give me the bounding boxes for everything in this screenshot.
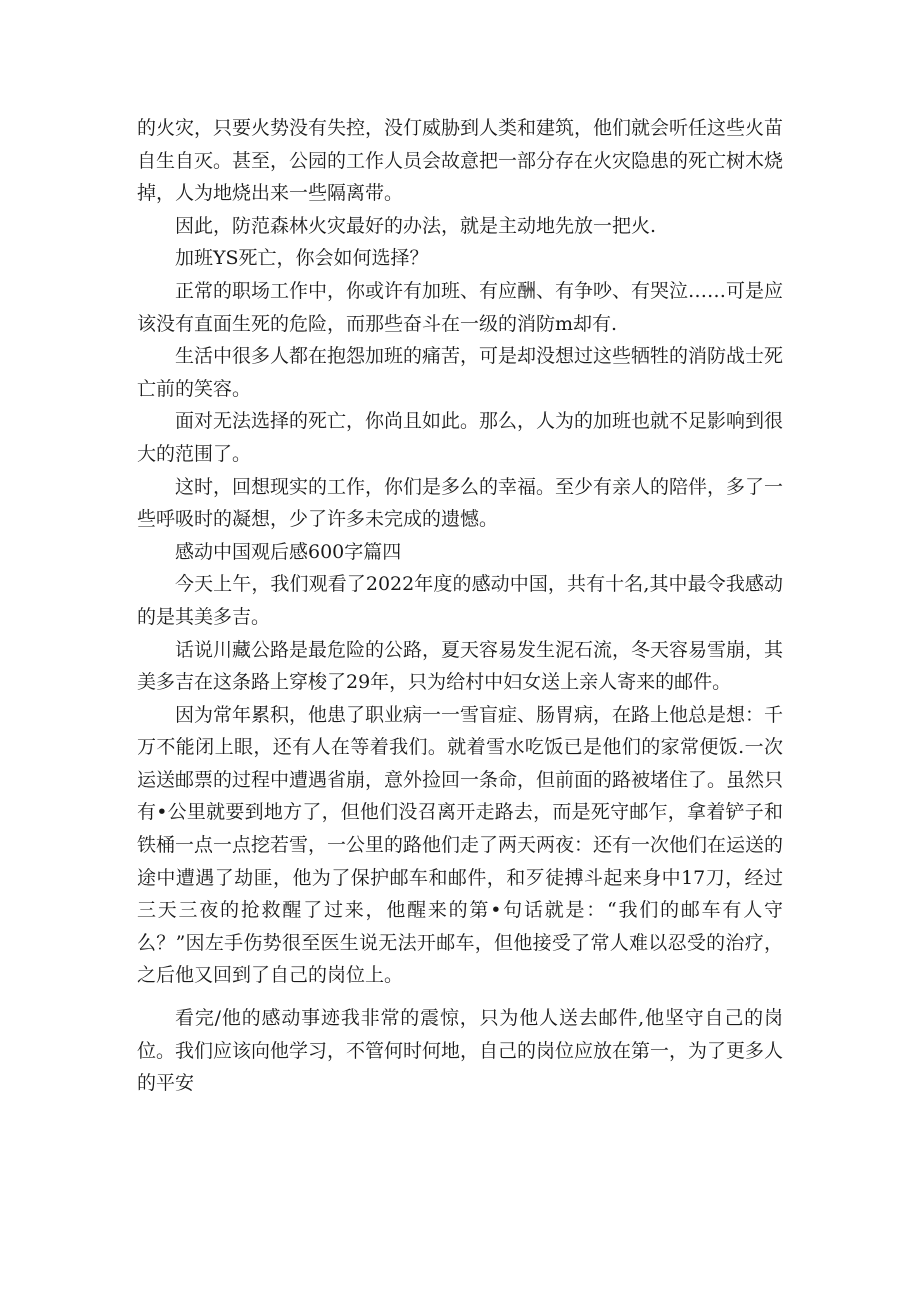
document-body (137, 112, 783, 1100)
paragraph-6: 面对无法选择的死亡，你尚且如此。那么，人为的加班也就不足影响到很大的范围了。 (137, 410, 784, 465)
section-heading-overtime: 加班YS死亡，你会如何选择？ (175, 247, 429, 270)
section-heading-part-four: 感动中国观后感600字篇四 (175, 540, 402, 563)
paragraph-10: 话说川藏公路是最危险的公路，夏天容易发生泥石流，冬天容易雪崩，其美多吉在这条路上穿梭了29年，只为给村中妇女送上亲人寄来的邮件。 (137, 638, 784, 694)
paragraph-4: 正常的职场工作中，你或许有加班、有应酬、有争吵、有哭泣……可是应该没有直面生死的危险，而那些奋斗在一级的消防m却有. (137, 279, 784, 335)
paragraph-1: 的火灾，只要火势没有失控，没仃威胁到人类和建筑，他们就会听任这些火苗自生自灭。甚至，公园的工作人员会故意把一部分存在火灾隐患的死亡树木烧掉，人为地烧出来一些隔离带。 (137, 117, 784, 205)
paragraph-9: 今天上午，我们观看了2022年度的感动中国，共有十名,其中最令我感动的是其美多吉。 (137, 573, 783, 628)
paragraph-5: 生活中很多人都在抱怨加班的痛苦，可是却没想过这些牺牲的消防战士死亡前的笑容。 (137, 345, 784, 400)
paragraph-12: 看完/他的感动事迹我非常的震惊，只为他人送去邮件,他坚守自己的岗位。我们应该向他学习，不管何时何地，自己的岗位应放在第一，为了更多人的平安 (137, 1007, 784, 1095)
paragraph-11: 因为常年累积，他患了职业病一一雪盲症、肠胃病，在路上他总是想：千万不能闭上眼，还有人在等着我们。就着雪水吃饭已是他们的家常便饭.一次运送邮票的过程中遭遇省崩，意外捡回一条命，但前面的路被堵住了。虽然只有•公里就要到地方了，但他们没召离开走路去，而是死守邮乍，拿着铲子和铁桶一点一点挖若雪，一公里的路他们走了两天两夜：还有一次他们在运送的途中遭遇了劫匪，他为了保护邮车和邮件，和歹徒搏斗起来身中17刀，经过三天三夜的抢救醒了过来，他醒来的第•句话就是：“我们的邮车有人守么？”因左手伤势很至医生说无法开邮车，但他接受了常人难以忍受的治疗，之后他又回到了自己的岗位上。 (137, 703, 784, 987)
paragraph-7: 这时，回想现实的工作，你们是多么的幸福。至少有亲人的陪伴，多了一些呼吸时的凝想，少了许多未完成的遗憾。 (137, 475, 784, 531)
paragraph-2: 因此，防范森林火灾最好的办法，就是主动地先放一把火. (175, 214, 657, 237)
